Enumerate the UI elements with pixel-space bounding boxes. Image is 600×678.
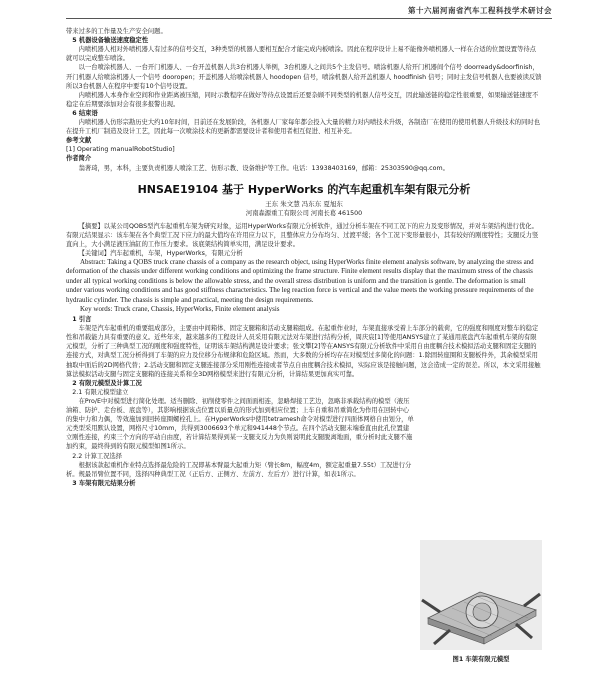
- figure-caption: 图1 车架有限元模型: [452, 656, 510, 664]
- paragraph: 以一台喷涂机器人、一台开门机器人、一台开盖机器人共3台机器人举例，3台机器人之间共5个主发信号。喷涂机器人给开门机器间个信号 doorready&doorfinish，开门机器人给喷涂机器人一个信号 dooropen；开盖机器人给喷涂机器人 hoodopen 信号，喷涂机器人给开盖机器人 hoodfinish 信号；同时主发信号机器人也要被读反馈所以3台机器人在程序中要有10个信号设置。: [66, 64, 542, 90]
- abstract-cn: 【摘要】以某公司QOBS型汽车起重机车架为研究对象，运用HyperWorks有限元分析软件，通过分析车架在不同工况下的应力及变形情况，并对车架结构进行优化。有限元结果显示：该车架在各个典型工况下应力的最大值均在许用应力以下，且整体应力分布均匀、过渡平缓；各个工况下变形量很小，其有较好的刚度特性；支腿反力竖直向上，大小满足液压油缸的工作压力要求。该底架结构简单实用，满足设计要求。: [66, 222, 539, 248]
- section-heading: 5 机器设备输送速度稳定性: [72, 37, 149, 45]
- keywords-cn: 【关键词】汽车起重机，车架，HyperWorks，有限元分析: [78, 249, 243, 257]
- running-header: 第十六届河南省汽车工程科技学术研讨会: [66, 6, 552, 19]
- figure-1: [420, 540, 542, 664]
- subsection-heading: 2.2 计算工况选择: [72, 452, 123, 460]
- paragraph: 在Pro/E中对模型进行简化处理。适当删除、初削使零件之间面面相连，忽略焊接工艺边，忽略非承载结构的模型（液压油箱、防护、走台板、底盘等），其影响根据该点位置以质量点的形式加到相应位置；上车自重和吊重简化为作用在回转中心的集中力和力偶，等效施加到回转座圈螺栓孔上。在HyperWorks中使用tetramesh命令对模型进行四面体网格自由划分，单元类型采用默认设置，网格尺寸10mm，共得到3006693个单元和941448个节点。在四个活动支腿末端垂直由此孔位置建立刚性连接，约束三个方向的平动自由度，若计算结果得到某一支腿支反力为负则说明此支腿脱离地面，重分析时此支腿不施加约束，最终得到的有限元模型如图1所示。: [66, 397, 414, 451]
- section-heading: 6 结束语: [72, 109, 98, 117]
- section-heading: 2 有限元模型及计算工况: [72, 379, 142, 387]
- paragraph: 内喷机器人相对外喷机器人有过多的信号交互，3种类型的机器人要相互配合才能完成内板喷涂。因此在程序设计上易不能像外喷机器人一样在合适的位置设置等待点就可以完成整车喷涂。: [66, 46, 536, 63]
- references-heading: 参考文献: [66, 137, 92, 145]
- paper-title: HNSAE19104 基于 HyperWorks 的汽车起重机车架有限元分析: [137, 182, 471, 196]
- paragraph: 内喷机器人仿形宗勘历史大约10年时间，目前还在发展阶段，各机器人厂家每年都会投入大量的精力对内喷技术升级，各制造厂在使用的使用机器人升级技术的同时也在提升工机厂制造及设计工艺，因此每一次喷涂技术的更新都需要设计者和使用者相互促进、相互补充。: [66, 119, 540, 136]
- paragraph: 车架是汽车起重机的重要组成部分，主要由中间箱体、固定支腿箱和活动支腿箱组成。在起重作业时，车架直接承受着上车部分的载荷，它的强度和刚度对整车的稳定性和吊载能力具有重要的意义。近些年来，越来越多的工程设计人员采用有限元法对车架进行结构分析，周庆宸[1]等使用ANSYS建立了某通用底盘汽车起重机车架的有限元模型，分析了三种典型工况的刚度和强度特性，证明该车架结构满足设计要求；张文攀[2]等在ANSYS有限元分析软件中采用自由度耦合技术模拟活动支腿和固定支腿的连接方式，对典型工况分析得到了车架的应力及位移分布规律和危险区域。然而，大多数的分析均存在对模型过多简化的问题：1.除固转座圈和支腿板件外，其余模型采用抽取中面后的2D网格代替；2.活动支腿和固定支腿连接部分采用刚性连接或者节点自由度耦合技术模拟，实际应该是接触问题，这会造成一定的误差。所以，本文采用接触算法模拟活动支腿与固定支腿箱的连接关系和全3D网格模型来进行有限元分析，计算结果更加真实可靠。: [66, 325, 541, 378]
- keywords-en: Key words: Truck crane, Chassis, HyperWorks, Finite element analysis: [80, 305, 280, 313]
- reference-item: [1] Operating manualRobotStudio]: [66, 146, 175, 154]
- author-bio-heading: 作者简介: [66, 155, 92, 163]
- paragraph: 内喷机器人本身作业空间和作业距离被压缩，同时示教程序在做好等待点设置后还要杂顾不同类型的机器人信号交互，因此输送链的稳定性很重要，如果输送链速度不稳定在后期要添加对会有很多报警出现。: [66, 91, 539, 108]
- paragraph: 根据该款起重机作业特点选择最危险的工况即基本臂最大起重力矩（臂长8m，幅度4m，额定起重量7.55t）工况进行分析。规最吊臂位置不同，选择四种典型工况（正后方、正侧方、左前方、左后方）进行计算，如表1所示。: [66, 461, 412, 478]
- paper-affiliation: 河南森源重工有限公司 河南长葛 461500: [245, 209, 363, 217]
- author-bio: 翁著琦，男，本科，主要负责机器人喷涂工艺、仿形示教、设备维护等工作。电话：13938403169，邮箱：25303590@qq.com。: [78, 164, 449, 172]
- prev-continuation: 带来过多的工作量及生产安全问题。: [66, 28, 167, 36]
- section-heading: 3 车架有限元结果分析: [72, 479, 136, 487]
- abstract-en: Abstract: Taking a QOBS truck crane chassis of a company as the research object, using HyperWorks finite element analysis software, by analyzing the stress and deformation of the chassis under different working conditions and optimizing the frame structure. Finite element results display that the maximum stress of the chassis under all typical working conditions is below the allowable stress, and the overall stress distribution is uniform and the transition is gentle. The deformation is small under various working conditions and has good stiffness characteristics. The leg reaction force is vertical and the value meets the working pressure requirements of the hydraulic cylinder. The chassis is simple and practical, meeting the design requirements.: [66, 257, 534, 304]
- paper-authors: 王东 朱文慧 冯东东 夏旭东: [265, 199, 343, 208]
- subsection-heading: 2.1 有限元模型建立: [72, 388, 129, 396]
- section-heading: 1 引言: [72, 316, 92, 324]
- chassis-fe-model-image: [420, 540, 542, 650]
